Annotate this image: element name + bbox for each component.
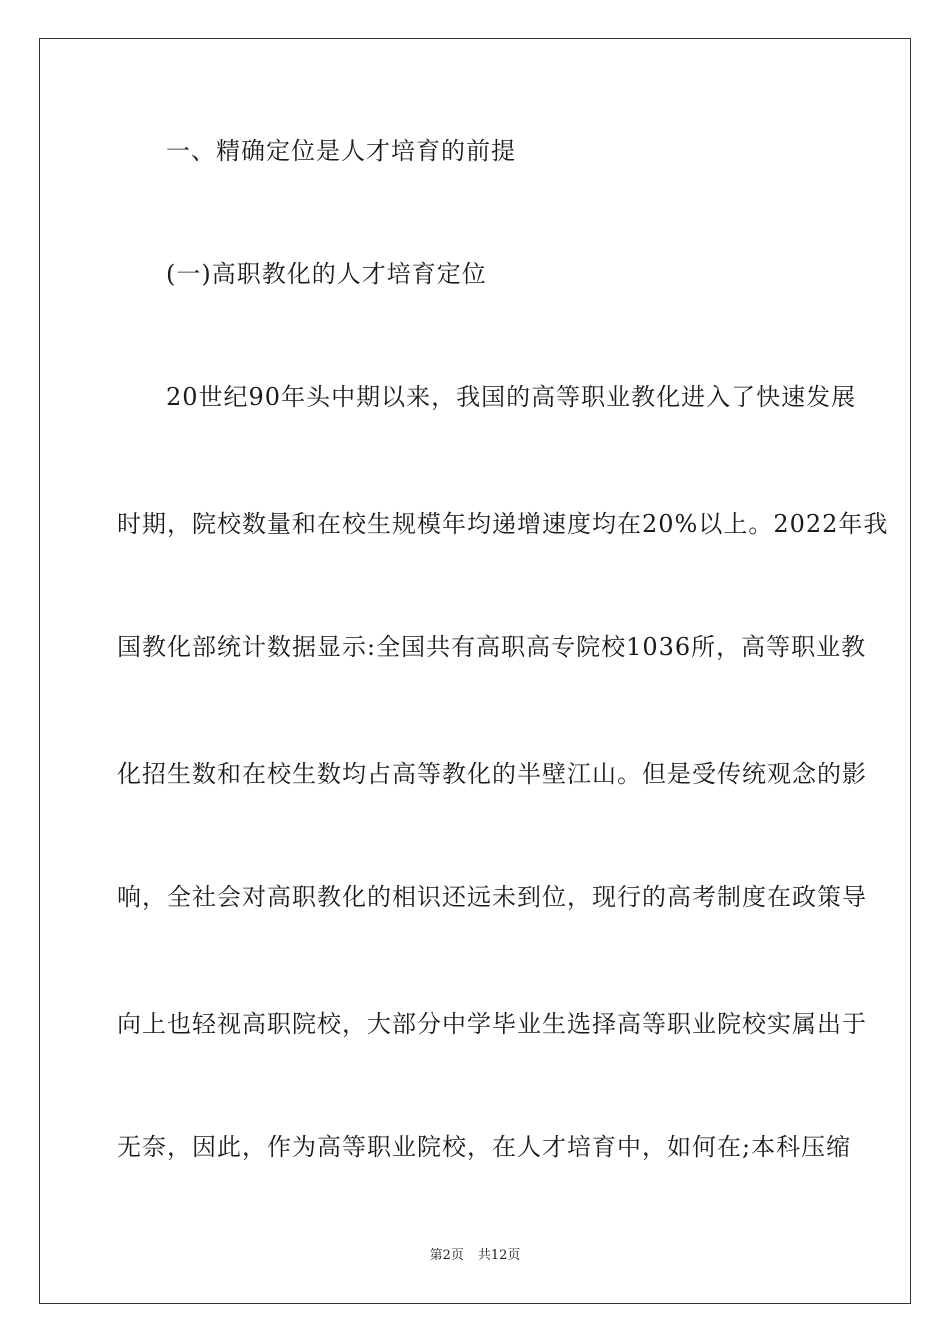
section-heading: 一、精确定位是人才培育的前提 [166,137,516,165]
paragraph-line-6: 向上也轻视高职院校，大部分中学毕业生选择高等职业院校实属出于 [117,1010,867,1038]
page-footer [0,1248,950,1264]
page-number: 第2页 [429,1248,464,1263]
paragraph-line-5: 响，全社会对高职教化的相识还远未到位，现行的高考制度在政策导 [117,883,867,911]
page-border [39,38,911,1304]
paragraph-line-1: 20世纪90年头中期以来，我国的高等职业教化进入了快速发展 [166,383,857,411]
paragraph-line-2: 时期，院校数量和在校生规模年均递增速度均在20%以上。2022年我 [117,510,889,538]
paragraph-line-3: 国教化部统计数据显示:全国共有高职高专院校1036所，高等职业教 [117,633,867,661]
paragraph-line-7: 无奈，因此，作为高等职业院校，在人才培育中，如何在;本科压缩 [117,1133,852,1161]
subsection-heading: (一)高职教化的人才培育定位 [166,260,487,288]
paragraph-line-4: 化招生数和在校生数均占高等教化的半壁江山。但是受传统观念的影 [117,760,867,788]
page-total: 共12页 [477,1248,521,1263]
